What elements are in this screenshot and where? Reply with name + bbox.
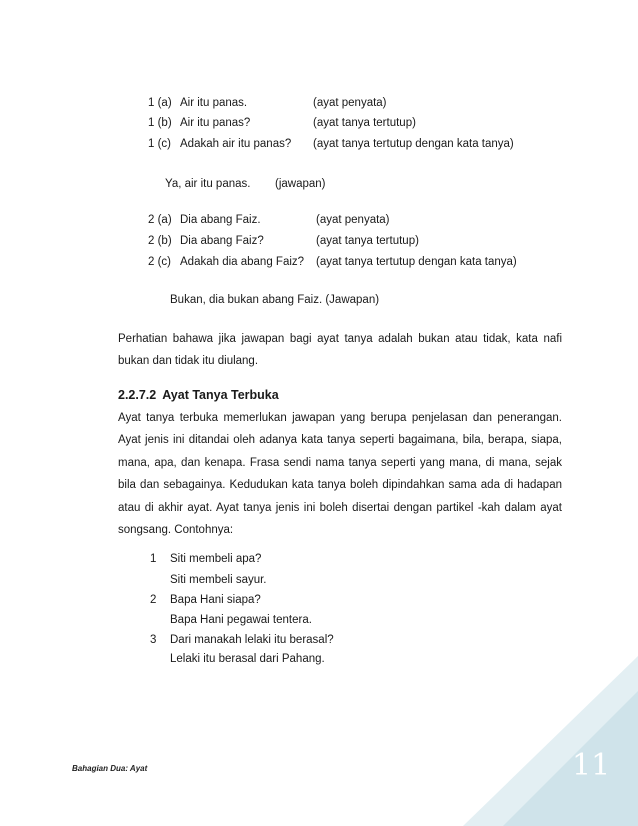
- page-number: 11: [572, 748, 611, 783]
- example-sentence: Air itu panas?: [180, 117, 251, 129]
- footer-title: Bahagian Dua: Ayat: [72, 764, 148, 773]
- corner-dark-triangle: [503, 691, 638, 826]
- list-answer: Bapa Hani pegawai tentera.: [170, 614, 312, 626]
- example-type: (ayat tanya tertutup): [316, 235, 419, 247]
- section-number: 2.2.7.2: [118, 388, 157, 402]
- answer-label: (jawapan): [275, 178, 326, 190]
- paragraph-line: Ayat tanya terbuka memerlukan jawapan yang berupa penjelasan dan penerangan.: [118, 412, 562, 424]
- answer-text: Bukan, dia bukan abang Faiz. (Jawapan): [170, 294, 380, 306]
- example-sentence: Adakah air itu panas?: [180, 138, 292, 150]
- example-number: 2 (b): [148, 235, 172, 247]
- example-number: 2 (a): [148, 214, 172, 226]
- list-number: 1: [150, 553, 157, 565]
- example-sentence: Dia abang Faiz.: [180, 214, 261, 226]
- answer-line: [165, 176, 326, 192]
- example-number: 2 (c): [148, 256, 171, 268]
- list-number: 2: [150, 594, 157, 606]
- list-question: Dari manakah lelaki itu berasal?: [170, 634, 334, 646]
- example-sentence: Dia abang Faiz?: [180, 235, 264, 247]
- example-number: 1 (a): [148, 97, 172, 109]
- list-number: 3: [150, 634, 157, 646]
- paragraph-line: bila dan sebagainya. Kedudukan kata tanya boleh dipindahkan sama ada di hadapan: [118, 479, 562, 492]
- paragraph-line: Perhatian bahawa jika jawapan bagi ayat tanya adalah bukan atau tidak, kata nafi: [118, 333, 562, 345]
- list-question: Siti membeli apa?: [170, 553, 262, 565]
- answer-text: Ya, air itu panas.: [165, 178, 251, 190]
- note-paragraph: [118, 329, 562, 372]
- example-type: (ayat penyata): [316, 214, 390, 226]
- section-title: Ayat Tanya Terbuka: [162, 388, 279, 402]
- example-sentence: Air itu panas.: [180, 97, 248, 109]
- paragraph-line: atau di akhir ayat. Ayat tanya jenis ini boleh disertai dengan partikel -kah dalam ayat: [118, 501, 562, 514]
- example-sentence: Adakah dia abang Faiz?: [180, 256, 305, 268]
- example-number: 1 (b): [148, 117, 172, 129]
- section-heading: [118, 388, 279, 402]
- example-type: (ayat tanya tertutup): [313, 117, 416, 129]
- paragraph-line: Ayat jenis ini ditandai oleh adanya kata tanya seperti bagaimana, bila, berapa, siapa,: [118, 434, 562, 447]
- paragraph-line: mana, apa, dan kenapa. Frasa sendi nama tanya seperti yang mana, di mana, sejak: [118, 456, 562, 469]
- example-number: 1 (c): [148, 138, 171, 150]
- paragraph-line: songsang. Contohnya:: [118, 524, 234, 537]
- example-type: (ayat tanya tertutup dengan kata tanya): [313, 138, 514, 150]
- answer-line: [170, 292, 379, 308]
- corner-decoration: [463, 656, 638, 826]
- section-paragraph: [118, 407, 562, 541]
- example-type: (ayat tanya tertutup dengan kata tanya): [316, 256, 517, 268]
- list-answer: Siti membeli sayur.: [170, 574, 267, 586]
- paragraph-line: bukan dan tidak itu diulang.: [118, 354, 259, 367]
- example-type: (ayat penyata): [313, 97, 387, 109]
- list-question: Bapa Hani siapa?: [170, 594, 261, 606]
- list-answer: Lelaki itu berasal dari Pahang.: [170, 653, 325, 665]
